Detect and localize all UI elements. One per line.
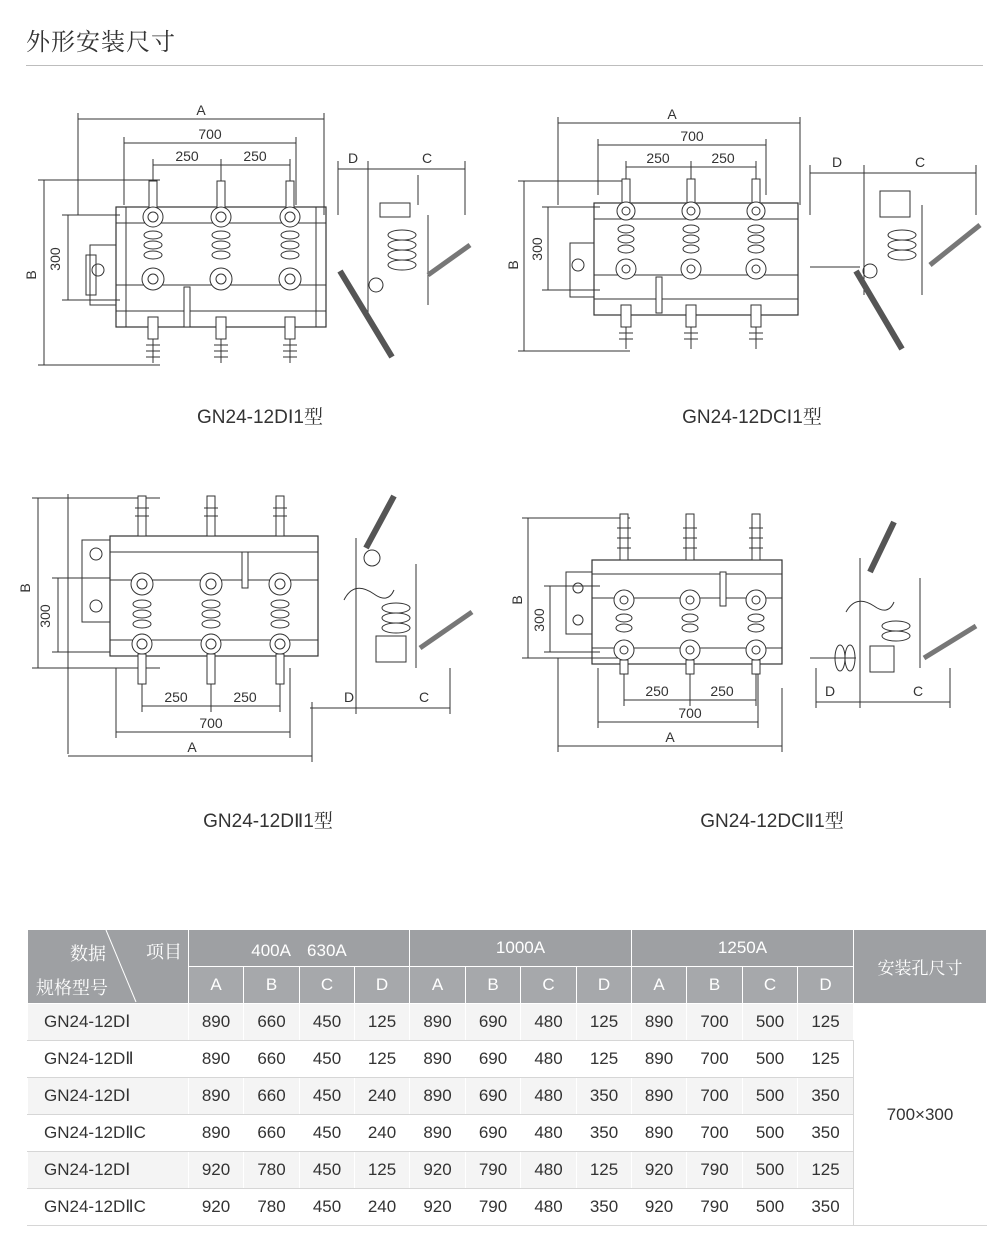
model-cell: GN24-12DⅠ (28, 1004, 189, 1041)
model-cell: GN24-12DⅡC (28, 1189, 189, 1226)
value-cell: 790 (687, 1152, 743, 1189)
dim-b-label: B (505, 260, 521, 270)
dim-b-label: B (509, 595, 525, 605)
corner-item-label: 项目 (146, 942, 182, 962)
value-cell: 660 (244, 1004, 300, 1041)
dim-250-label: 250 (646, 150, 670, 166)
value-cell: 450 (300, 1004, 355, 1041)
value-cell: 125 (355, 1004, 410, 1041)
value-cell: 890 (410, 1078, 466, 1115)
group-header-400-630: 400A 630A (189, 930, 410, 967)
value-cell: 790 (687, 1189, 743, 1226)
dim-700-label: 700 (198, 126, 222, 142)
corner-data-label: 数据 (70, 944, 106, 964)
mount-hole-header: 安装孔尺寸 (854, 930, 987, 1004)
dim-250-label: 250 (243, 148, 267, 164)
dim-a-label: A (196, 102, 206, 118)
value-cell: 240 (355, 1078, 410, 1115)
dim-700-label: 700 (199, 715, 223, 731)
table-row (28, 1041, 987, 1078)
value-cell: 790 (466, 1152, 521, 1189)
drawing-gn24-12dc-ii1 (510, 508, 980, 758)
group-header-1250: 1250A (632, 930, 854, 967)
dim-d-label: D (831, 154, 843, 170)
dim-250-label: 250 (710, 683, 734, 699)
value-cell: 890 (410, 1041, 466, 1078)
value-cell: 700 (687, 1115, 743, 1152)
drawing-caption: GN24-12DCⅠ1型 (682, 407, 822, 428)
value-cell: 125 (798, 1041, 854, 1078)
subcol-header: D (355, 967, 410, 1004)
dim-300-label: 300 (531, 608, 547, 632)
subcol-header: A (632, 967, 687, 1004)
title-divider (26, 65, 983, 66)
value-cell: 890 (410, 1115, 466, 1152)
dim-300-label: 300 (529, 237, 545, 261)
dim-250-label: 250 (164, 689, 188, 705)
dim-b-label: B (23, 270, 39, 280)
value-cell: 920 (410, 1152, 466, 1189)
value-cell: 920 (410, 1189, 466, 1226)
table-row (28, 1078, 987, 1115)
dim-250-label: 250 (711, 150, 735, 166)
model-cell: GN24-12DⅡC (28, 1115, 189, 1152)
model-cell: GN24-12DⅡ (28, 1041, 189, 1078)
value-cell: 890 (632, 1004, 687, 1041)
value-cell: 240 (355, 1115, 410, 1152)
value-cell: 890 (632, 1078, 687, 1115)
value-cell: 660 (244, 1115, 300, 1152)
dim-d-label: D (824, 683, 836, 699)
value-cell: 690 (466, 1041, 521, 1078)
subcol-header: C (743, 967, 798, 1004)
dim-300-label: 300 (47, 247, 63, 271)
dim-250-label: 250 (233, 689, 257, 705)
subcol-header: A (410, 967, 466, 1004)
dim-300-label: 300 (37, 604, 53, 628)
value-cell: 920 (632, 1189, 687, 1226)
value-cell: 890 (632, 1115, 687, 1152)
value-cell: 350 (577, 1189, 632, 1226)
drawing-gn24-12d-ii1 (17, 488, 480, 768)
value-cell: 125 (355, 1041, 410, 1078)
value-cell: 920 (632, 1152, 687, 1189)
drawing-caption: GN24-12DⅠ1型 (197, 407, 323, 428)
value-cell: 350 (577, 1115, 632, 1152)
value-cell: 350 (577, 1078, 632, 1115)
value-cell: 780 (244, 1189, 300, 1226)
value-cell: 450 (300, 1189, 355, 1226)
subcol-header: B (244, 967, 300, 1004)
value-cell: 700 (687, 1078, 743, 1115)
value-cell: 790 (466, 1189, 521, 1226)
value-cell: 350 (798, 1115, 854, 1152)
value-cell: 450 (300, 1041, 355, 1078)
drawing-gn24-12dc-i1 (505, 95, 980, 365)
model-cell: GN24-12DⅠ (28, 1078, 189, 1115)
value-cell: 500 (743, 1115, 798, 1152)
group-header-1000: 1000A (410, 930, 632, 967)
value-cell: 125 (798, 1004, 854, 1041)
value-cell: 890 (632, 1041, 687, 1078)
value-cell: 450 (300, 1115, 355, 1152)
value-cell: 700 (687, 1004, 743, 1041)
value-cell: 660 (244, 1041, 300, 1078)
spec-table (27, 929, 987, 1226)
value-cell: 125 (355, 1152, 410, 1189)
value-cell: 500 (743, 1004, 798, 1041)
dim-b-label: B (17, 583, 33, 593)
value-cell: 125 (798, 1152, 854, 1189)
table-row (28, 1004, 987, 1041)
value-cell: 690 (466, 1078, 521, 1115)
mount-hole-value: 700×300 (854, 1004, 987, 1226)
dim-c-label: C (418, 689, 430, 705)
value-cell: 700 (687, 1041, 743, 1078)
subcol-header: B (687, 967, 743, 1004)
table-row (28, 1152, 987, 1189)
spec-table-body (28, 1004, 987, 1226)
value-cell: 350 (798, 1189, 854, 1226)
value-cell: 500 (743, 1152, 798, 1189)
value-cell: 450 (300, 1152, 355, 1189)
dim-d-label: D (343, 689, 355, 705)
value-cell: 920 (189, 1189, 244, 1226)
value-cell: 350 (798, 1078, 854, 1115)
value-cell: 480 (521, 1152, 577, 1189)
page-title: 外形安装尺寸 (26, 29, 176, 56)
dim-a-label: A (667, 106, 677, 122)
dim-a-label: A (665, 729, 675, 745)
dim-250-label: 250 (645, 683, 669, 699)
dim-700-label: 700 (678, 705, 702, 721)
drawing-gn24-12d-i1 (20, 95, 470, 385)
dim-c-label: C (914, 154, 926, 170)
value-cell: 690 (466, 1004, 521, 1041)
value-cell: 240 (355, 1189, 410, 1226)
value-cell: 890 (410, 1004, 466, 1041)
subcol-header: C (300, 967, 355, 1004)
dim-700-label: 700 (680, 128, 704, 144)
subcol-header: D (798, 967, 854, 1004)
value-cell: 920 (189, 1152, 244, 1189)
value-cell: 890 (189, 1004, 244, 1041)
dim-250-label: 250 (175, 148, 199, 164)
value-cell: 690 (466, 1115, 521, 1152)
value-cell: 890 (189, 1078, 244, 1115)
subcol-header: D (577, 967, 632, 1004)
dim-c-label: C (912, 683, 924, 699)
model-cell: GN24-12DⅠ (28, 1152, 189, 1189)
value-cell: 480 (521, 1004, 577, 1041)
value-cell: 125 (577, 1041, 632, 1078)
value-cell: 500 (743, 1078, 798, 1115)
value-cell: 500 (743, 1189, 798, 1226)
drawing-caption: GN24-12DCⅡ1型 (700, 811, 844, 832)
value-cell: 480 (521, 1115, 577, 1152)
value-cell: 450 (300, 1078, 355, 1115)
value-cell: 890 (189, 1115, 244, 1152)
value-cell: 780 (244, 1152, 300, 1189)
corner-model-label: 规格型号 (36, 978, 108, 998)
value-cell: 890 (189, 1041, 244, 1078)
table-row (28, 1189, 987, 1226)
subcol-header: A (189, 967, 244, 1004)
dim-c-label: C (421, 150, 433, 166)
value-cell: 480 (521, 1078, 577, 1115)
drawing-caption: GN24-12DⅡ1型 (203, 811, 333, 832)
value-cell: 500 (743, 1041, 798, 1078)
value-cell: 480 (521, 1189, 577, 1226)
table-corner-header (28, 930, 189, 1004)
value-cell: 125 (577, 1004, 632, 1041)
dim-a-label: A (187, 739, 197, 755)
subcol-header: B (466, 967, 521, 1004)
value-cell: 480 (521, 1041, 577, 1078)
table-row (28, 1115, 987, 1152)
subcol-header: C (521, 967, 577, 1004)
value-cell: 660 (244, 1078, 300, 1115)
value-cell: 125 (577, 1152, 632, 1189)
dim-d-label: D (347, 150, 359, 166)
